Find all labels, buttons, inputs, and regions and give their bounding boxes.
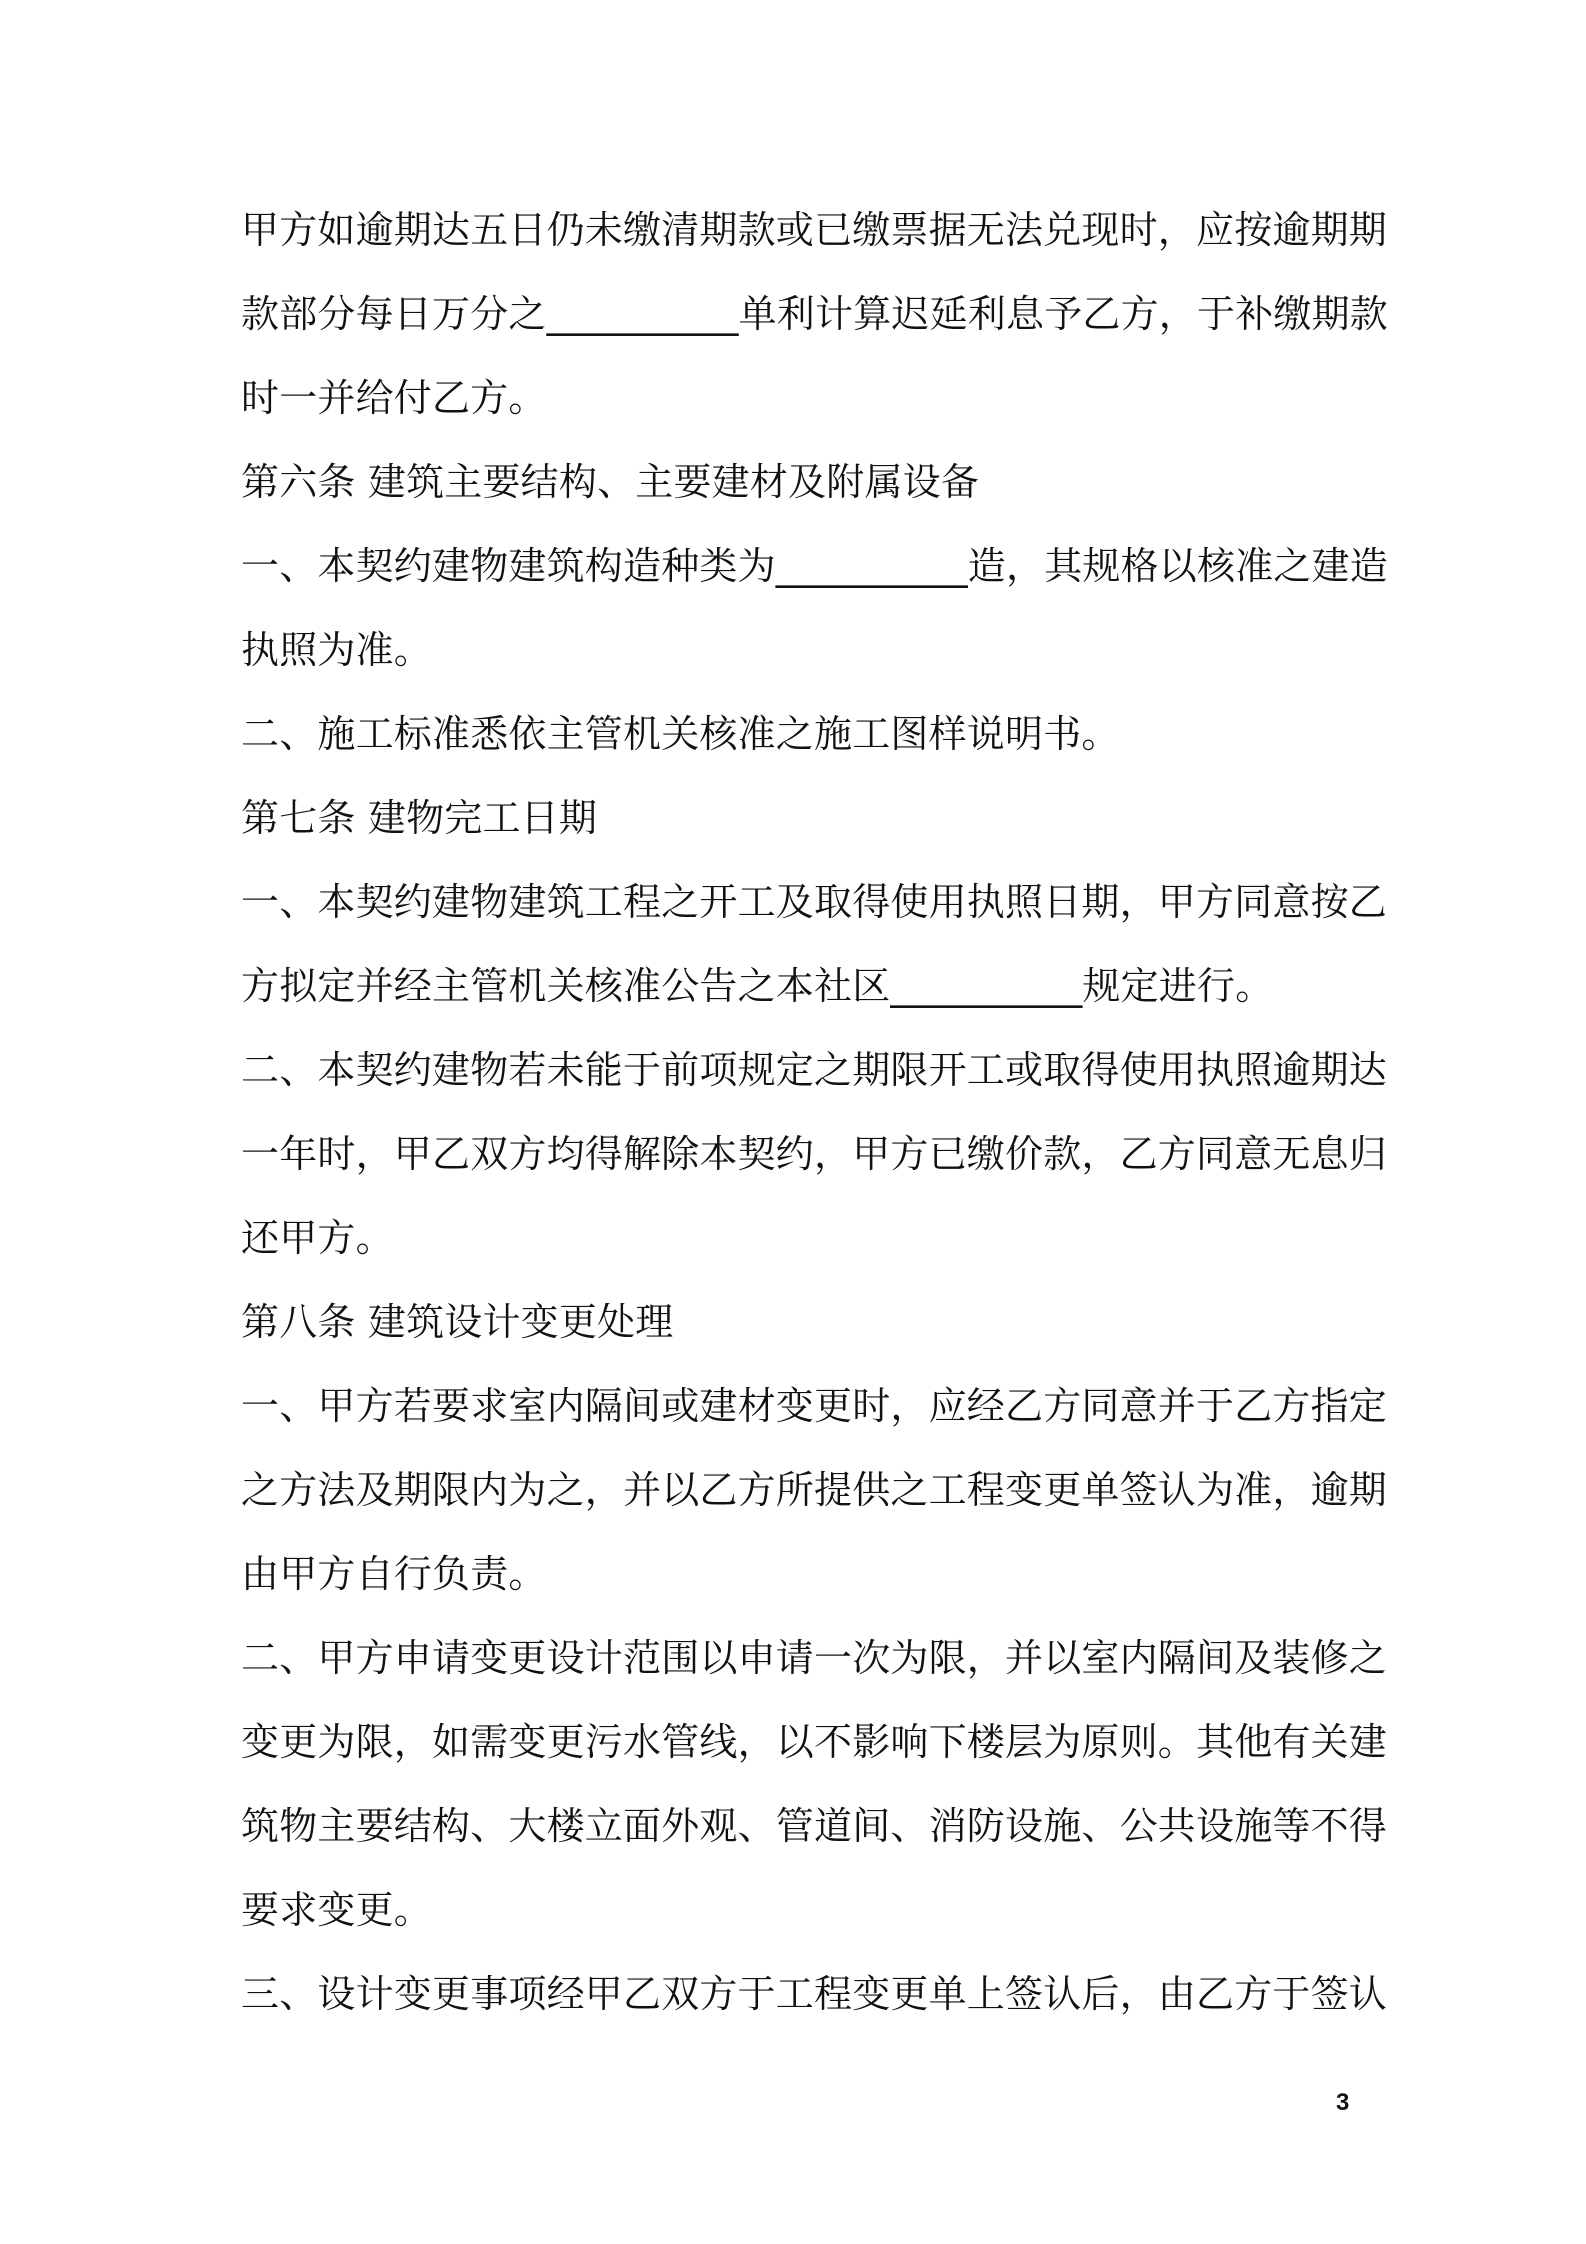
text-line: 变更为限，如需变更污水管线，以不影响下楼层为原则。其他有关建 — [241, 1720, 1388, 1764]
page-number: 3 — [1336, 2089, 1350, 2116]
article-heading: 第八条 建筑设计变更处理 — [241, 1300, 674, 1344]
text-line: 筑物主要结构、大楼立面外观、管道间、消防设施、公共设施等不得 — [241, 1804, 1388, 1848]
text-line: 甲方如逾期达五日仍未缴清期款或已缴票据无法兑现时，应按逾期期 — [241, 208, 1388, 252]
text-line: 执照为准。 — [241, 628, 433, 672]
text-line: 之方法及期限内为之，并以乙方所提供之工程变更单签认为准，逾期 — [241, 1468, 1388, 1512]
text-line: 一、本契约建物建筑构造种类为__________造，其规格以核准之建造 — [241, 544, 1389, 588]
text-line: 时一并给付乙方。 — [241, 376, 547, 420]
text-line: 一年时，甲乙双方均得解除本契约，甲方已缴价款，乙方同意无息归 — [241, 1132, 1388, 1176]
text-line: 方拟定并经主管机关核准公告之本社区__________规定进行。 — [241, 964, 1274, 1008]
text-line: 一、本契约建物建筑工程之开工及取得使用执照日期，甲方同意按乙 — [241, 880, 1388, 924]
text-line: 一、甲方若要求室内隔间或建材变更时，应经乙方同意并于乙方指定 — [241, 1384, 1388, 1428]
text-line: 三、设计变更事项经甲乙双方于工程变更单上签认后，由乙方于签认 — [241, 1972, 1388, 2016]
text-line: 要求变更。 — [241, 1888, 433, 1932]
text-line: 二、本契约建物若未能于前项规定之期限开工或取得使用执照逾期达 — [241, 1048, 1388, 1092]
text-line: 款部分每日万分之__________单利计算迟延利息予乙方，于补缴期款 — [241, 292, 1389, 336]
article-heading: 第七条 建物完工日期 — [241, 796, 598, 840]
text-line: 二、施工标准悉依主管机关核准之施工图样说明书。 — [241, 712, 1120, 756]
text-line: 还甲方。 — [241, 1216, 394, 1260]
text-line: 由甲方自行负责。 — [241, 1552, 547, 1596]
article-heading: 第六条 建筑主要结构、主要建材及附属设备 — [241, 460, 980, 504]
text-line: 二、甲方申请变更设计范围以申请一次为限，并以室内隔间及装修之 — [241, 1636, 1388, 1680]
